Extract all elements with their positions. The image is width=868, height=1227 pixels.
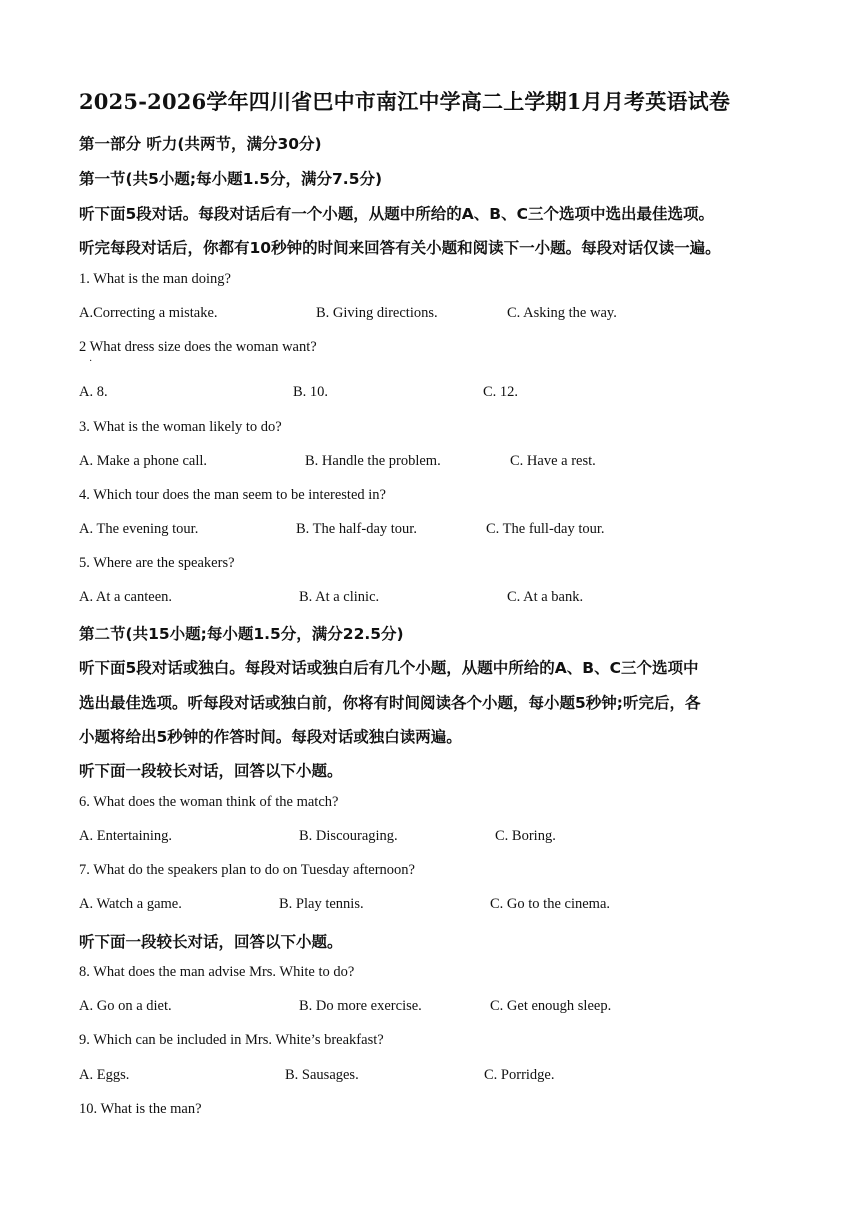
option-a: A. Eggs.: [79, 1067, 130, 1083]
option-c: C. Go to the cinema.: [490, 896, 611, 912]
section1-instruction-line: 听下面5段对话。每段对话后有一个小题，从题中所给的A、B、C三个选项中选出最佳选项。: [79, 205, 714, 223]
stray-dot: ·: [89, 356, 93, 367]
question-text: 9. Which can be included in Mrs. White’s breakfast?: [79, 1032, 384, 1048]
section2-heading: 第二节(共15小题;每小题1.5分，满分22.5分): [79, 625, 404, 643]
option-c: C. At a bank.: [507, 589, 584, 605]
question-options: [0, 305, 868, 325]
option-c: C. Have a rest.: [510, 453, 596, 469]
option-a: A. Entertaining.: [79, 828, 173, 844]
section2-instruction-line: 小题将给出5秒钟的作答时间。每段对话或独白读两遍。: [79, 728, 462, 746]
option-c: C. Porridge.: [484, 1067, 555, 1083]
option-c: C. Boring.: [495, 828, 556, 844]
option-b: B. Giving directions.: [316, 305, 438, 321]
question-text: 4. Which tour does the man seem to be interested in?: [79, 487, 386, 503]
option-a: A. The evening tour.: [79, 521, 199, 537]
option-c: C. Get enough sleep.: [490, 998, 612, 1014]
question-text: 6. What does the woman think of the match?: [79, 794, 339, 810]
section2-instruction-line: 选出最佳选项。听每段对话或独白前，你将有时间阅读各个小题，每小题5秒钟;听完后，各: [79, 694, 701, 712]
option-b: B. Discouraging.: [299, 828, 398, 844]
question-options: [0, 589, 868, 609]
question-text: 1. What is the man doing?: [79, 271, 231, 287]
option-a: A. At a canteen.: [79, 589, 173, 605]
option-a: A. Make a phone call.: [79, 453, 208, 469]
dialogue-intro: 听下面一段较长对话，回答以下小题。: [79, 933, 343, 951]
question-options: [0, 896, 868, 916]
question-text: 7. What do the speakers plan to do on Tuesday afternoon?: [79, 862, 415, 878]
part1-heading: 第一部分 听力(共两节，满分30分): [79, 135, 322, 153]
question-options: [0, 384, 868, 404]
option-b: B. Sausages.: [285, 1067, 359, 1083]
option-a: A. Go on a diet.: [79, 998, 172, 1014]
question-text: 3. What is the woman likely to do?: [79, 419, 282, 435]
option-b: B. At a clinic.: [299, 589, 380, 605]
option-a: A.Correcting a mistake.: [79, 305, 218, 321]
question-text: 10. What is the man?: [79, 1101, 202, 1117]
option-b: B. Do more exercise.: [299, 998, 422, 1014]
option-b: B. The half-day tour.: [296, 521, 417, 537]
option-c: C. 12.: [483, 384, 519, 400]
question-options: [0, 453, 868, 473]
option-b: B. 10.: [293, 384, 329, 400]
option-c: C. The full-day tour.: [486, 521, 605, 537]
question-text: 5. Where are the speakers?: [79, 555, 235, 571]
question-options: [0, 998, 868, 1018]
option-a: A. Watch a game.: [79, 896, 182, 912]
question-text: 2 What dress size does the woman want?: [79, 339, 317, 355]
section2-instruction-line: 听下面5段对话或独白。每段对话或独白后有几个小题，从题中所给的A、B、C三个选项中: [79, 659, 699, 677]
section1-heading: 第一节(共5小题;每小题1.5分，满分7.5分): [79, 170, 383, 188]
question-options: [0, 521, 868, 541]
option-c: C. Asking the way.: [507, 305, 617, 321]
page-title: 2025-2026学年四川省巴中市南江中学高二上学期1月月考英语试卷: [79, 89, 731, 114]
question-text: 8. What does the man advise Mrs. White to do?: [79, 964, 355, 980]
question-options: [0, 1067, 868, 1087]
dialogue-intro: 听下面一段较长对话，回答以下小题。: [79, 762, 343, 780]
option-b: B. Handle the problem.: [305, 453, 441, 469]
option-b: B. Play tennis.: [279, 896, 364, 912]
question-options: [0, 828, 868, 848]
option-a: A. 8.: [79, 384, 108, 400]
section1-instruction-line: 听完每段对话后，你都有10秒钟的时间来回答有关小题和阅读下一小题。每段对话仅读一遍。: [79, 239, 721, 257]
